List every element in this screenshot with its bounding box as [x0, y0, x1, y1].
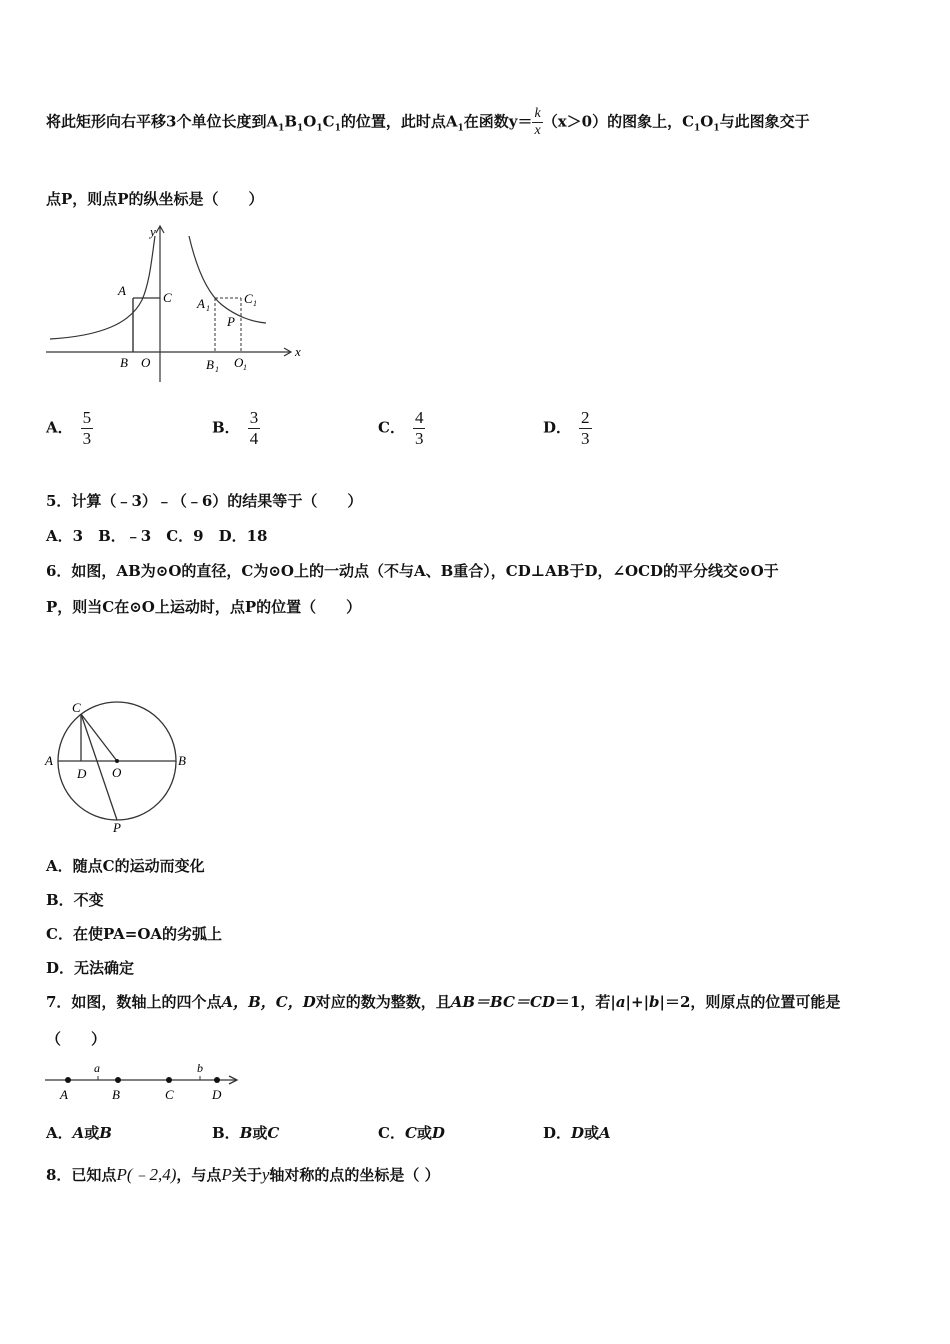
- svg-text:1: 1: [206, 304, 210, 313]
- q4-option-b[interactable]: B． $\frac{3}{4}$: [212, 408, 259, 448]
- q7-option-a[interactable]: A．A或B: [46, 1124, 112, 1142]
- q7-option-c[interactable]: C．C或D: [378, 1124, 445, 1142]
- q6-option-a[interactable]: A．随点C的运动而变化: [46, 857, 205, 875]
- svg-text:O: O: [112, 765, 122, 780]
- q4-hyperbola-figure: [40, 222, 310, 382]
- svg-text:B: B: [112, 1087, 120, 1102]
- q4-option-c[interactable]: C． $\frac{4}{3}$: [378, 408, 424, 448]
- q4-option-d[interactable]: D． $\frac{2}{3}$: [543, 408, 590, 448]
- svg-text:1: 1: [243, 363, 247, 372]
- q4-stem-line2: 点P，则点P的纵坐标是（ ）: [46, 190, 264, 208]
- svg-text:B: B: [178, 753, 186, 768]
- svg-text:C: C: [72, 700, 81, 715]
- svg-text:1: 1: [215, 365, 219, 374]
- svg-text:C: C: [165, 1087, 174, 1102]
- q6-option-b[interactable]: B．不变: [46, 891, 104, 909]
- q6-stem-line1: 6．如图，AB为⊙O的直径，C为⊙O上的一动点（不与A、B重合），CD⊥AB于D，∠OCD的平分线交⊙O于: [46, 562, 779, 580]
- svg-text:B: B: [120, 355, 128, 370]
- svg-text:D: D: [212, 1087, 222, 1102]
- svg-text:O: O: [141, 355, 151, 370]
- q7-number-line-figure: [40, 1058, 250, 1108]
- svg-text:a: a: [94, 1061, 100, 1075]
- q7-option-d[interactable]: D．D或A: [543, 1124, 611, 1142]
- q7-stem-line2: （ ）: [46, 1030, 107, 1048]
- q6-stem-line2: P，则当C在⊙O上运动时，点P的位置（ ）: [46, 598, 362, 616]
- svg-text:y: y: [150, 224, 156, 239]
- svg-text:C: C: [244, 291, 253, 306]
- svg-text:1: 1: [253, 299, 257, 308]
- svg-text:O: O: [234, 355, 244, 370]
- svg-text:x: x: [295, 344, 301, 359]
- q5-stem: 5．计算（﹣3）﹣（﹣6）的结果等于（ ）: [46, 492, 363, 510]
- q6-circle-figure: [40, 698, 200, 843]
- svg-text:A: A: [45, 753, 53, 768]
- q5-options[interactable]: A．3 B．﹣3 C．9 D．18: [46, 527, 268, 545]
- q4-stem-line1: 将此矩形向右平移3个单位长度到$A_1B_1O_1C_1$的位置，此时点$A_1$在函数y＝ $\frac{k}{x}$ （x＞0）的图象上，$C_1O_1$与此图象交于: [46, 106, 810, 138]
- svg-text:A: A: [60, 1087, 68, 1102]
- q4-option-a[interactable]: A． $\frac{5}{3}$: [46, 408, 92, 448]
- q7-option-b[interactable]: B．B或C: [212, 1124, 280, 1142]
- q6-option-d[interactable]: D．无法确定: [46, 959, 135, 977]
- svg-text:C: C: [163, 290, 172, 305]
- q6-option-c[interactable]: C．在使PA=OA的劣弧上: [46, 925, 223, 943]
- svg-text:A: A: [118, 283, 126, 298]
- q7-stem-line1: 7．如图，数轴上的四个点A，B，C，D对应的数为整数，且AB＝BC＝CD＝1，若|a|+|b|＝2，则原点的位置可能是: [46, 993, 841, 1011]
- svg-text:A: A: [197, 296, 205, 311]
- q8-stem: 8．已知点P(﹣2,4)，与点P关于y轴对称的点的坐标是（ ）: [46, 1165, 440, 1184]
- k-over-x-fraction: $\frac{k}{x}$: [534, 106, 541, 138]
- svg-text:P: P: [113, 820, 121, 835]
- point-p-coordinates: P(﹣2,4): [116, 1165, 177, 1184]
- svg-text:P: P: [227, 314, 235, 329]
- svg-text:D: D: [77, 766, 87, 781]
- svg-text:B: B: [206, 357, 214, 372]
- svg-text:b: b: [197, 1061, 203, 1075]
